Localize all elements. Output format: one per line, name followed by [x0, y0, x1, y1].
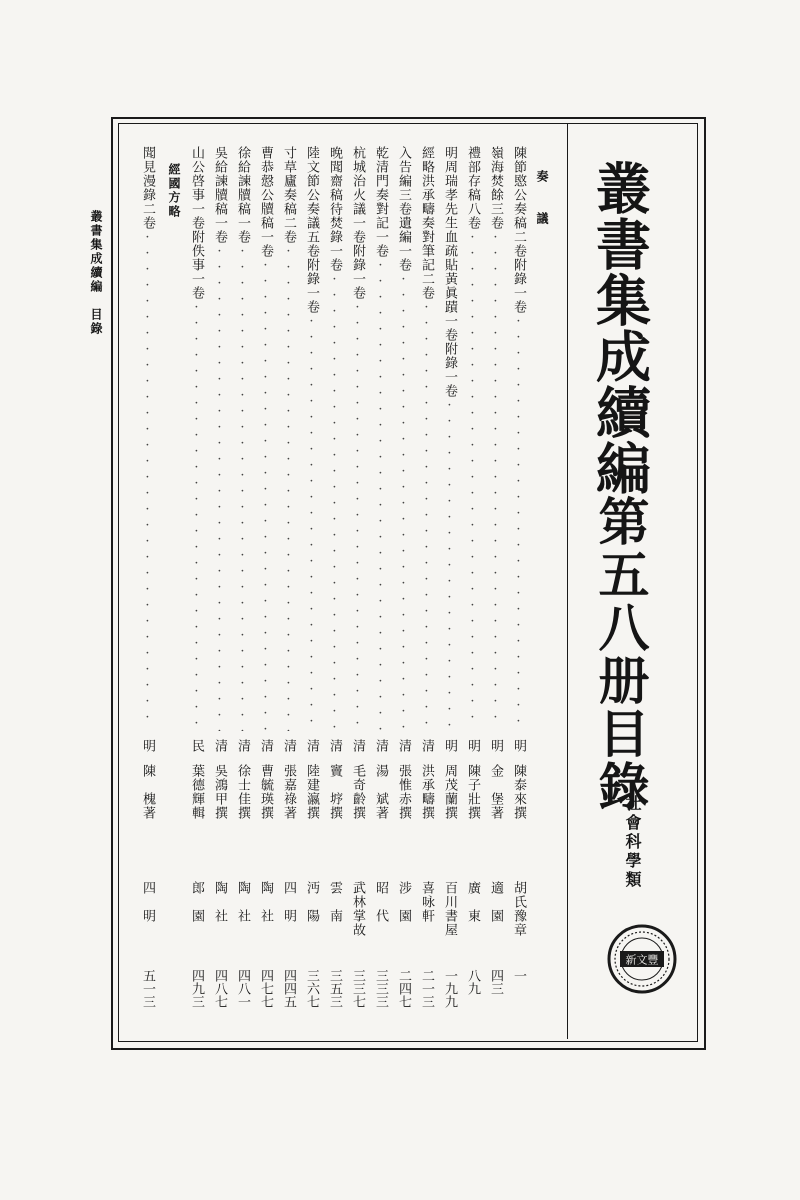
- entry-publication: 武林掌故: [350, 881, 365, 937]
- entry-publication: 涉 園: [396, 881, 411, 923]
- entry-era: 清: [396, 739, 411, 752]
- toc-entry: [346, 146, 368, 1026]
- entry-title: [438, 146, 460, 731]
- entry-publication: 昭 代: [373, 881, 388, 923]
- publisher-seal-icon: [606, 923, 678, 995]
- toc-entry: [415, 146, 437, 1026]
- entry-title-text: 曹恭慤公牘稿一卷: [258, 146, 273, 258]
- entry-title-text: 晚聞齋稿待焚錄一卷: [327, 146, 342, 272]
- entry-era: 清: [258, 739, 273, 752]
- entry-title-text: 陳節愍公奏稿二卷附錄一卷: [511, 146, 526, 314]
- entry-publication: 四 明: [281, 881, 296, 923]
- toc-entry: [277, 146, 299, 1026]
- toc-entry: [438, 146, 460, 1026]
- entry-era: 清: [419, 739, 434, 752]
- entry-publication: 雲 南: [327, 881, 342, 923]
- entry-era: 清: [350, 739, 365, 752]
- entry-publication: 廣 東: [465, 881, 480, 923]
- toc-entry: [254, 146, 276, 1026]
- entry-era: 明: [442, 739, 457, 752]
- entry-page-number: 八九: [465, 969, 480, 995]
- entry-publication: 陶 社: [212, 881, 227, 923]
- toc-entry: [369, 146, 391, 1026]
- entry-page-number: 一九九: [442, 969, 457, 1008]
- entry-title: [208, 146, 230, 731]
- entry-title: [323, 146, 345, 731]
- entry-title-text: 明周瑞孝先生血疏貼黃眞蹟一卷附錄一卷: [442, 146, 457, 398]
- toc-entry: [136, 146, 158, 1026]
- entry-title-text: 入告編三卷遺編一卷: [396, 146, 411, 272]
- entry-publication: 四 明: [140, 881, 155, 923]
- entry-title-text: 山公啓事一卷附佚事一卷: [189, 146, 204, 300]
- entry-page-number: 三三三: [373, 969, 388, 1008]
- entry-page-number: 四九三: [189, 969, 204, 1008]
- toc-entry: [461, 146, 483, 1026]
- entry-author: 洪承疇撰: [419, 764, 434, 820]
- entry-title: [231, 146, 253, 731]
- toc-entry: [323, 146, 345, 1026]
- entry-title: [136, 146, 158, 731]
- collection-title: 叢書集成續編: [587, 160, 652, 496]
- entry-title: [300, 146, 322, 731]
- entry-era: 清: [212, 739, 227, 752]
- toc-entry: [392, 146, 414, 1026]
- entry-era: 清: [235, 739, 250, 752]
- entry-title-text: 禮部存稿八卷: [465, 146, 480, 230]
- entry-author: 陸建瀛撰: [304, 764, 319, 820]
- entry-title: [277, 146, 299, 731]
- entry-title-text: 聞見漫錄二卷: [140, 146, 155, 230]
- section-heading-state-strategy: 經國方略: [167, 163, 181, 219]
- entry-author: 陳泰來撰: [511, 764, 526, 820]
- entry-title: [185, 146, 207, 731]
- entry-era: 明: [511, 739, 526, 752]
- entry-author: 湯 斌著: [373, 764, 388, 820]
- entry-title-text: 陸文節公奏議五卷附錄一卷: [304, 146, 319, 314]
- toc-entry: [231, 146, 253, 1026]
- entry-author: 竇 垿撰: [327, 764, 342, 820]
- entry-page-number: 一: [511, 969, 526, 982]
- entry-page-number: 五一三: [140, 969, 155, 1008]
- entry-era: 清: [281, 739, 296, 752]
- entry-publication: 適 園: [488, 881, 503, 923]
- entry-author: 毛奇齡撰: [350, 764, 365, 820]
- toc-entry: [507, 146, 529, 1026]
- entry-title: [484, 146, 506, 731]
- entry-title-text: 徐給諫牘稿一卷: [235, 146, 250, 244]
- entry-author: 周茂蘭撰: [442, 764, 457, 820]
- entry-era: 民: [189, 739, 204, 752]
- entry-title-text: 杭城治火議一卷附錄一卷: [350, 146, 365, 300]
- entry-title-text: 吳給諫牘稿一卷: [212, 146, 227, 244]
- side-running-title: 叢書集成續編 目錄: [89, 210, 103, 336]
- title-divider-line: [567, 124, 568, 1039]
- entry-publication: 郎 園: [189, 881, 204, 923]
- entry-publication: 喜咏軒: [419, 881, 434, 923]
- entry-author: 曹毓瑛撰: [258, 764, 273, 820]
- entry-author: 陳子壯撰: [465, 764, 480, 820]
- entry-era: 明: [488, 739, 503, 752]
- entry-author: 張嘉祿著: [281, 764, 296, 820]
- section-heading-memorials: 奏 議: [535, 170, 549, 233]
- entry-title: [507, 146, 529, 731]
- entry-page-number: 四八七: [212, 969, 227, 1008]
- entry-title-text: 嶺海焚餘三卷: [488, 146, 503, 230]
- entry-era: 清: [304, 739, 319, 752]
- volume-title: 第五八册目錄: [589, 495, 649, 813]
- toc-entry: [208, 146, 230, 1026]
- entry-author: 徐士佳撰: [235, 764, 250, 820]
- entry-author: 吳鴻甲撰: [212, 764, 227, 820]
- entry-era: 明: [140, 739, 155, 752]
- entry-title: [461, 146, 483, 731]
- entry-page-number: 三六七: [304, 969, 319, 1008]
- entry-title: [346, 146, 368, 731]
- entry-title-text: 寸草廬奏稿二卷: [281, 146, 296, 244]
- toc-entry: [484, 146, 506, 1026]
- entry-page-number: 四七七: [258, 969, 273, 1008]
- entry-publication: 陶 社: [258, 881, 273, 923]
- entry-page-number: 三五三: [327, 969, 342, 1008]
- entry-title: [254, 146, 276, 731]
- entry-title: [392, 146, 414, 731]
- entry-page-number: 二一三: [419, 969, 434, 1008]
- entry-author: 陳 槐著: [140, 764, 155, 820]
- toc-entry: [185, 146, 207, 1026]
- entry-page-number: 二四七: [396, 969, 411, 1008]
- entry-title-text: 乾清門奏對記一卷: [373, 146, 388, 258]
- toc-entry: [300, 146, 322, 1026]
- entry-era: 清: [373, 739, 388, 752]
- entry-era: 明: [465, 739, 480, 752]
- category-label: 社會科學類: [623, 795, 642, 890]
- entry-page-number: 四八一: [235, 969, 250, 1008]
- entry-title: [415, 146, 437, 731]
- entry-page-number: 四四五: [281, 969, 296, 1008]
- entry-author: 金 堡著: [488, 764, 503, 820]
- entry-title-text: 經略洪承疇奏對筆記二卷: [419, 146, 434, 300]
- entry-title: [369, 146, 391, 731]
- entry-page-number: 三三七: [350, 969, 365, 1008]
- entry-publication: 陶 社: [235, 881, 250, 923]
- entry-era: 清: [327, 739, 342, 752]
- entry-publication: 沔 陽: [304, 881, 319, 923]
- entry-author: 張惟赤撰: [396, 764, 411, 820]
- entry-publication: 胡氏豫章: [511, 881, 526, 937]
- entry-page-number: 四三: [488, 969, 503, 995]
- entry-publication: 百川書屋: [442, 881, 457, 937]
- entry-author: 葉德輝輯: [189, 764, 204, 820]
- seal-text: 新文豐: [625, 953, 659, 967]
